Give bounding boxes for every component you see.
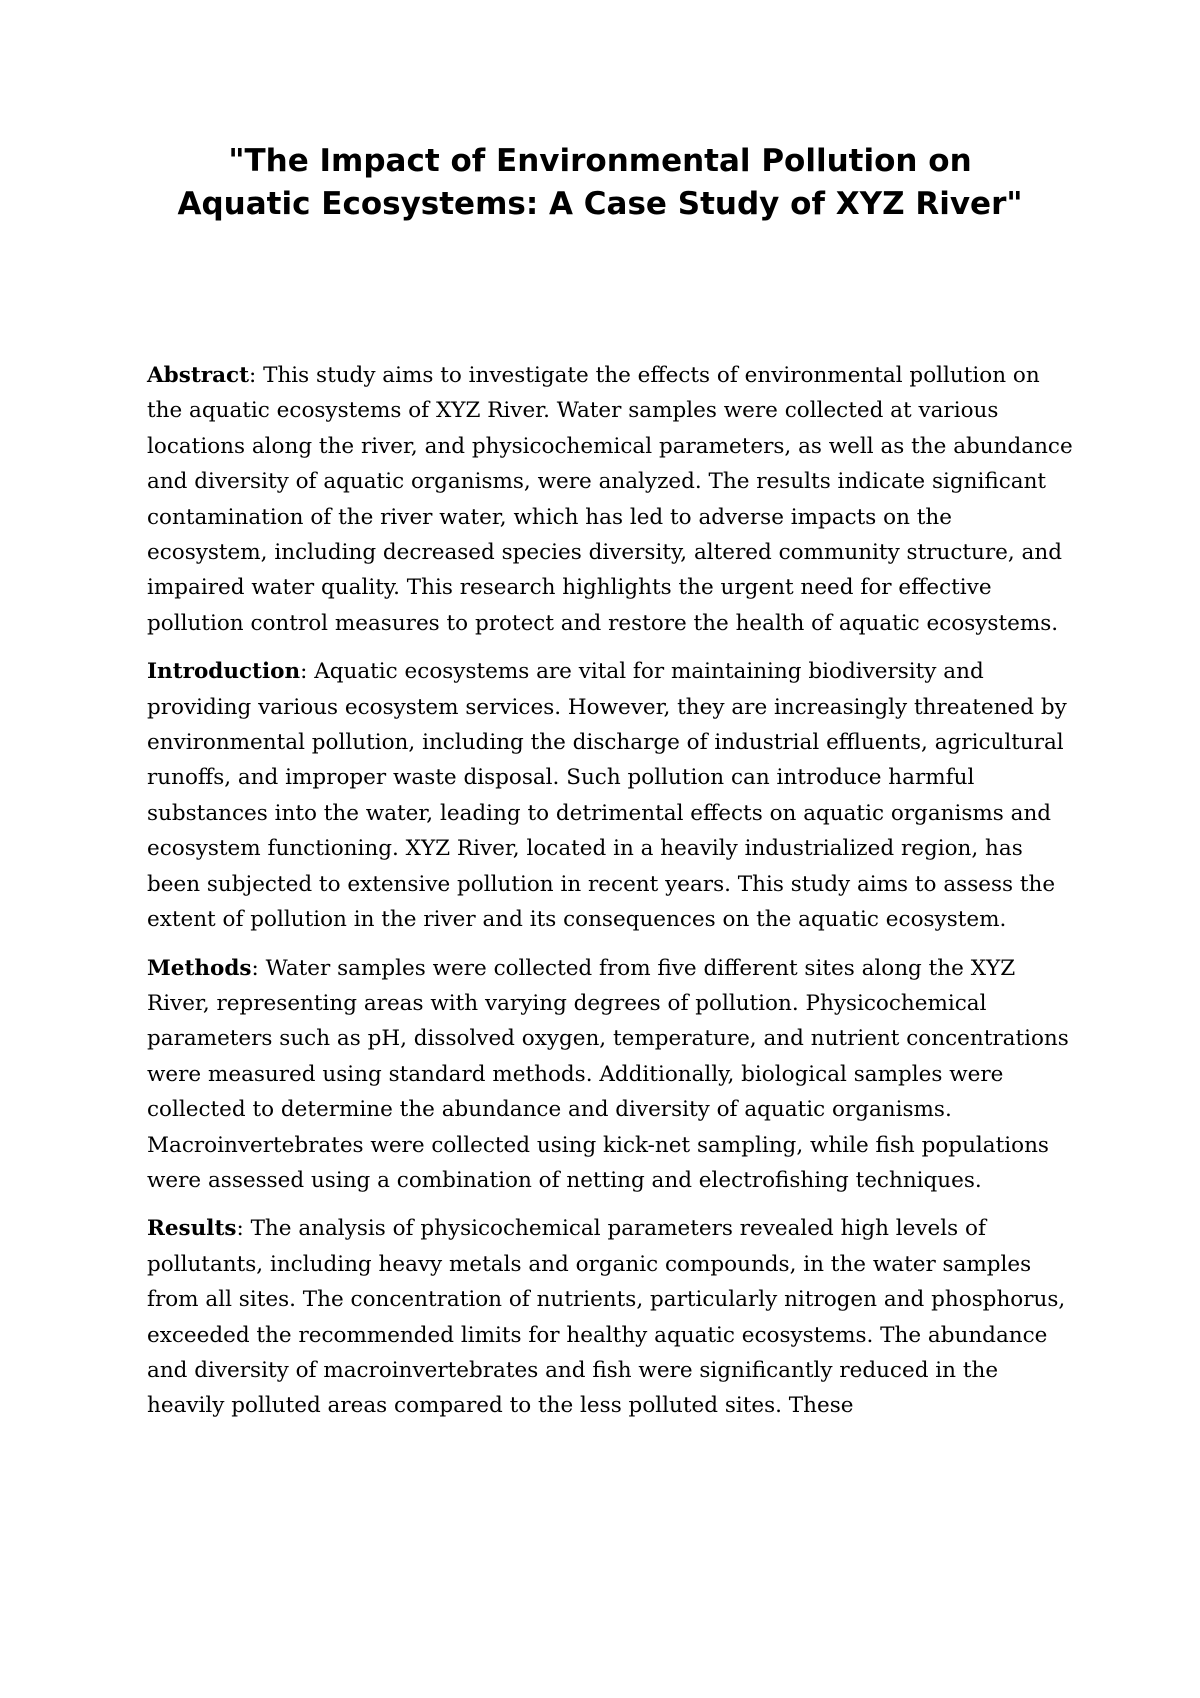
paper-body: [147, 358, 1077, 1437]
section-abstract: [147, 358, 1077, 641]
section-results: [147, 1211, 1077, 1423]
section-label: Methods: [147, 955, 252, 981]
section-introduction: [147, 654, 1077, 937]
section-text: : Aquatic ecosystems are vital for maintaining biodiversity and providing various ecosystem services. However, they are increasingly threatened by environmental pollution, including the discharge of industrial effluents, agricultural runoffs, and improper waste disposal. Such pollution can introduce harmful substances into the water, leading to detrimental effects on aquatic organisms and ecosystem functioning. XYZ River, located in a heavily industrialized region, has been subjected to extensive pollution in recent years. This study aims to assess the extent of pollution in the river and its consequences on the aquatic ecosystem.: [147, 659, 1067, 933]
section-label: Introduction: [147, 659, 301, 685]
section-text: : The analysis of physicochemical parameters revealed high levels of pollutants, including heavy metals and organic compounds, in the water samples from all sites. The concentration of nutrients, particularly nitrogen and phosphorus, exceeded the recommended limits for healthy aquatic ecosystems. The abundance and diversity of macroinvertebrates and fish were significantly reduced in the heavily polluted areas compared to the less polluted sites. These: [147, 1216, 1066, 1419]
paper-title: [100, 140, 1100, 226]
section-text: : Water samples were collected from five different sites along the XYZ River, representing areas with varying degrees of pollution. Physicochemical parameters such as pH, dissolved oxygen, temperature, and nutrient concentrations were measured using standard methods. Additionally, biological samples were collected to determine the abundance and diversity of aquatic organisms. Macroinvertebrates were collected using kick-net sampling, while fish populations were assessed using a combination of netting and electrofishing techniques.: [147, 955, 1069, 1193]
section-label: Results: [147, 1216, 237, 1242]
title-line-1: "The Impact of Environmental Pollution on: [228, 143, 972, 179]
title-line-2: Aquatic Ecosystems: A Case Study of XYZ River": [177, 186, 1023, 222]
section-label: Abstract: [147, 363, 250, 388]
section-text: : This study aims to investigate the effects of environmental pollution on the aquatic ecosystems of XYZ River. Water samples were collected at various locations along the river, and physicochemical parameters, as well as the abundance and diversity of aquatic organisms, were analyzed. The results indicate significant contamination of the river water, which has led to adverse impacts on the ecosystem, including decreased species diversity, altered community structure, and impaired water quality. This research highlights the urgent need for effective pollution control measures to protect and restore the health of aquatic ecosystems.: [147, 363, 1073, 636]
section-methods: [147, 951, 1077, 1199]
